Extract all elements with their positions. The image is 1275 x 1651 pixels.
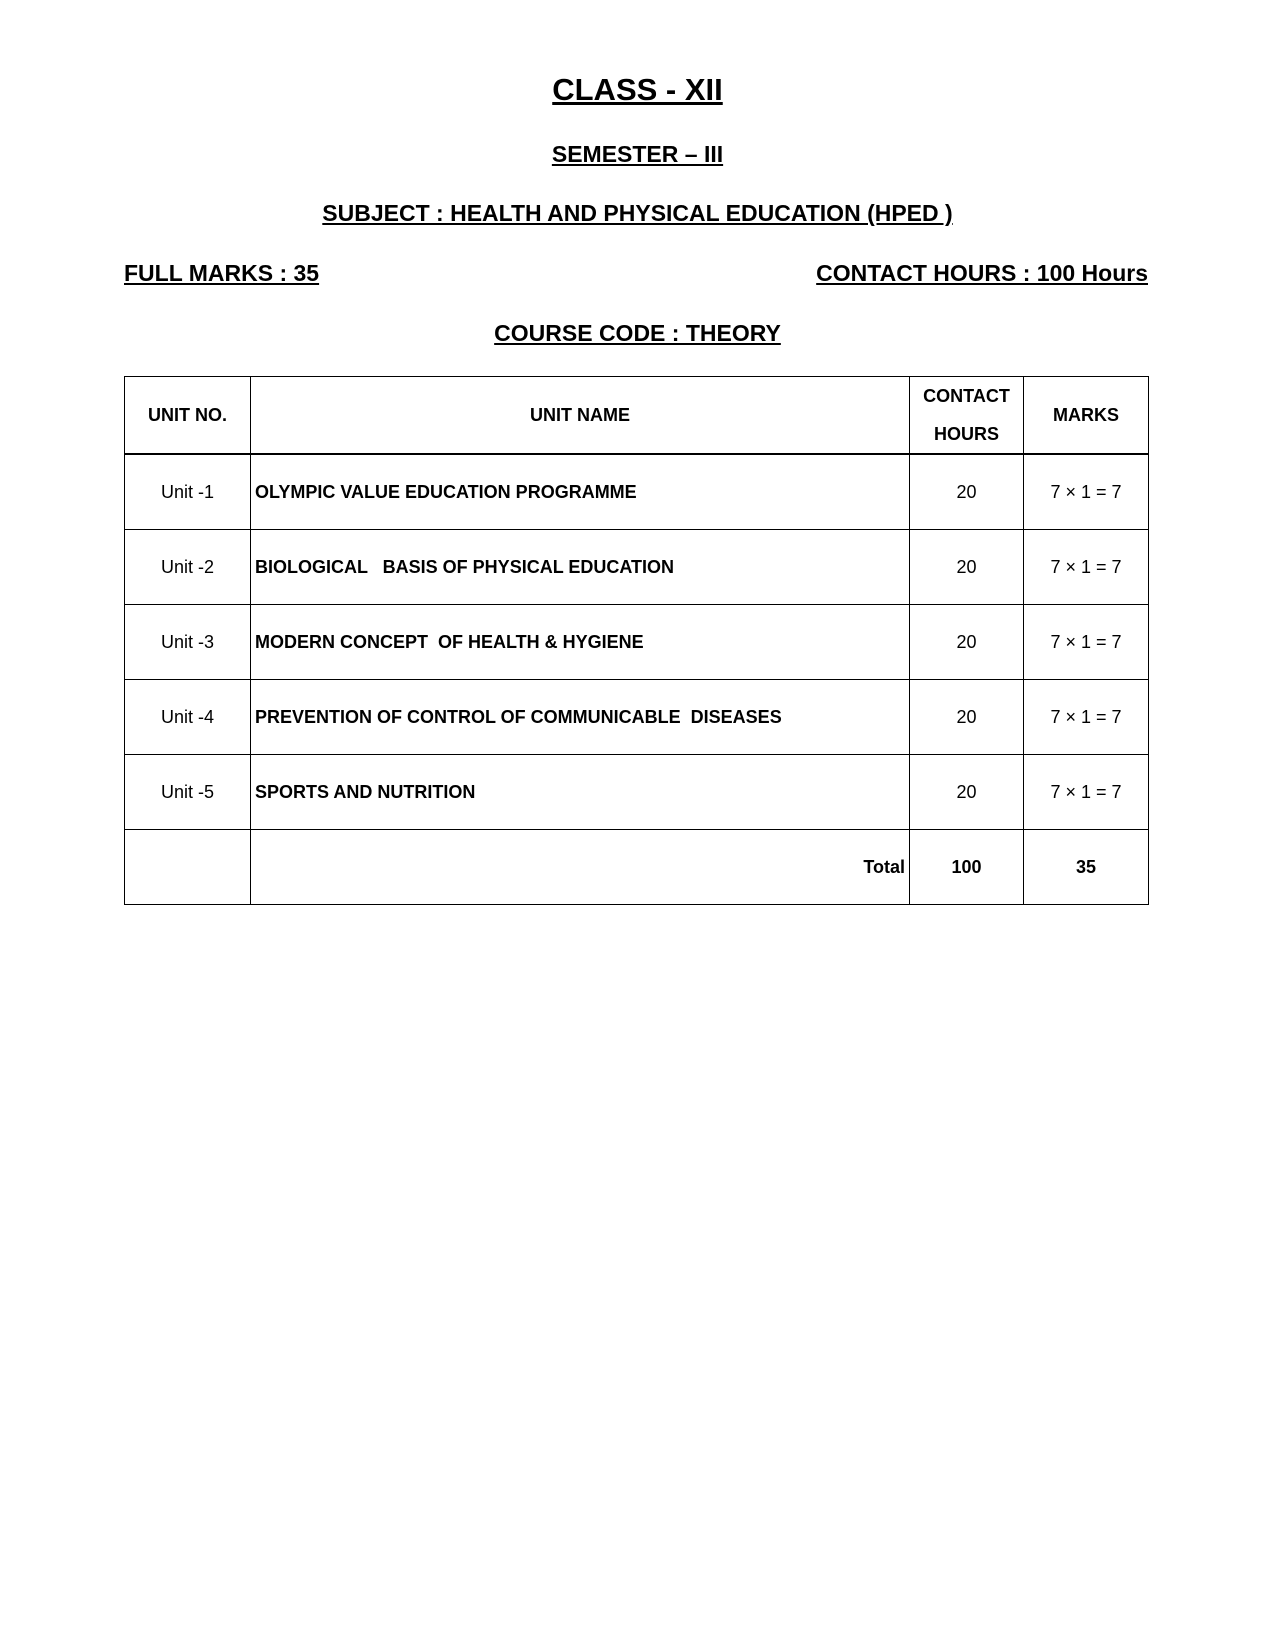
marks-cell: 7 × 1 = 7 [1024,755,1149,830]
contact-hours-cell: 20 [910,530,1024,605]
unit-name-cell: PREVENTION OF CONTROL OF COMMUNICABLE DISEASES [251,680,910,755]
header-contact-hours-line1: CONTACT [923,386,1010,406]
total-label: Total [251,830,910,905]
unit-no-cell: Unit -2 [125,530,251,605]
table-row [125,755,1149,830]
header-contact-hours [910,377,1024,455]
header-contact-hours-line2: HOURS [933,424,999,444]
marks-cell: 7 × 1 = 7 [1024,605,1149,680]
header-unit-no: UNIT NO. [125,377,251,455]
marks-cell: 7 × 1 = 7 [1024,680,1149,755]
unit-no-cell: Unit -4 [125,680,251,755]
total-empty-cell [125,830,251,905]
unit-name-cell: BIOLOGICAL BASIS OF PHYSICAL EDUCATION [251,530,910,605]
contact-hours-cell: 20 [910,680,1024,755]
unit-name-cell: OLYMPIC VALUE EDUCATION PROGRAMME [251,454,910,530]
table-header-row [125,377,1149,455]
header-marks: MARKS [1024,377,1149,455]
header-unit-name: UNIT NAME [251,377,910,455]
unit-no-cell: Unit -1 [125,454,251,530]
unit-name-cell: SPORTS AND NUTRITION [251,755,910,830]
table-row [125,454,1149,530]
full-marks: FULL MARKS : 35 [124,260,320,286]
class-title: CLASS - XII [552,72,723,107]
semester-title: SEMESTER – III [551,141,724,167]
total-marks: 35 [1024,830,1149,905]
contact-hours-cell: 20 [910,755,1024,830]
total-hours: 100 [910,830,1024,905]
contact-hours-cell: 20 [910,454,1024,530]
subject-title: SUBJECT : HEALTH AND PHYSICAL EDUCATION (HPED ) [322,200,953,226]
table-row [125,605,1149,680]
syllabus-table [124,376,1149,905]
table-row [125,530,1149,605]
contact-hours: CONTACT HOURS : 100 Hours [816,260,1148,286]
marks-cell: 7 × 1 = 7 [1024,454,1149,530]
marks-hours-row [124,260,1148,294]
contact-hours-cell: 20 [910,605,1024,680]
table-row [125,680,1149,755]
total-row [125,830,1149,905]
unit-no-cell: Unit -5 [125,755,251,830]
unit-no-cell: Unit -3 [125,605,251,680]
course-code: COURSE CODE : THEORY [494,320,781,346]
marks-cell: 7 × 1 = 7 [1024,530,1149,605]
unit-name-cell: MODERN CONCEPT OF HEALTH & HYGIENE [251,605,910,680]
